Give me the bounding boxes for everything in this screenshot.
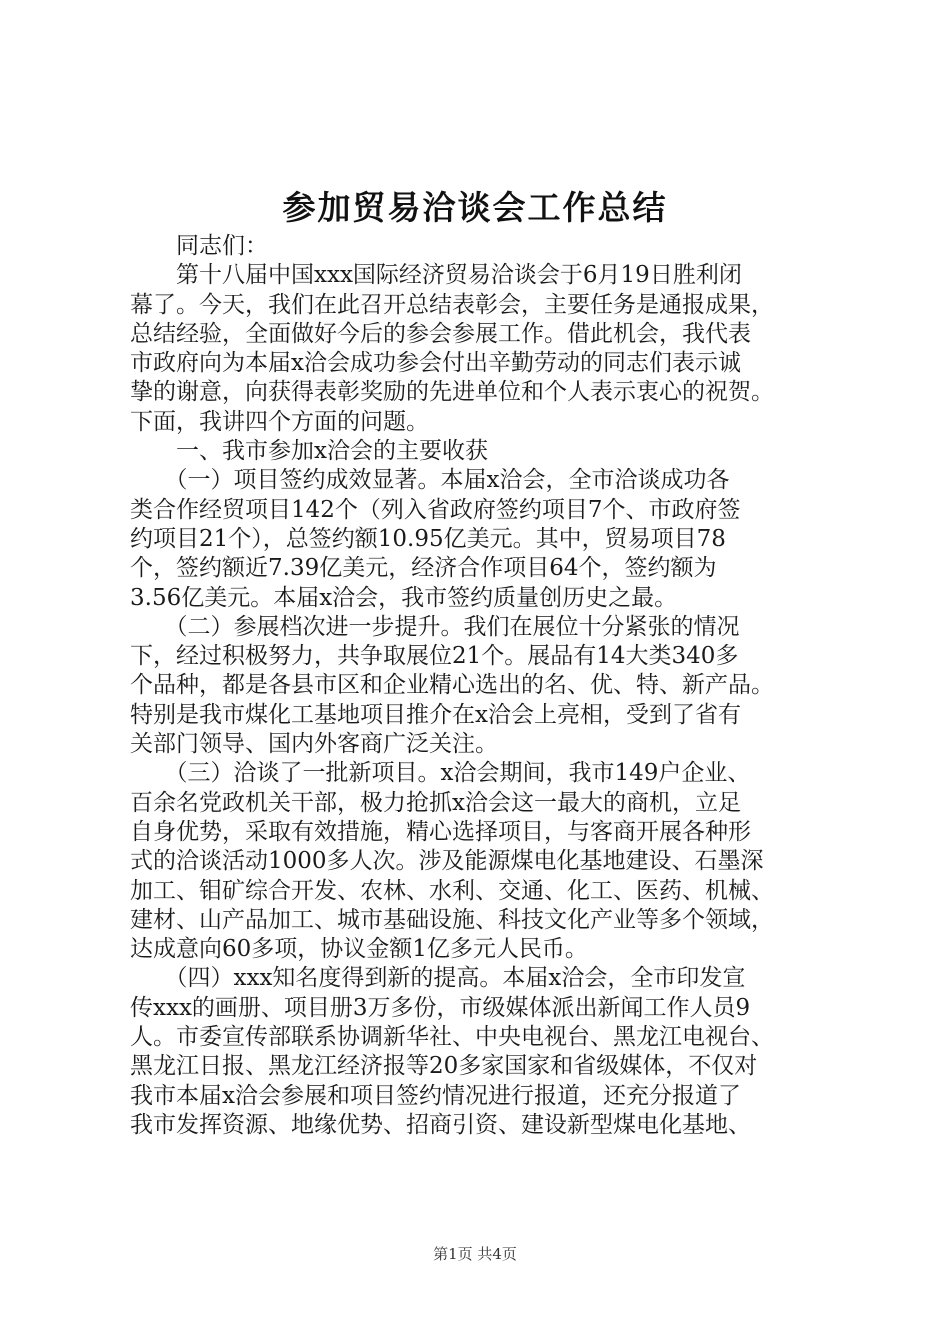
text-line: 百余名党政机关干部，极力抢抓x洽会这一最大的商机，立足	[130, 789, 741, 816]
text-line: 加工、钼矿综合开发、农林、水利、交通、化工、医药、机械、	[130, 877, 774, 904]
text-line: 个，签约额近7.39亿美元，经济合作项目64个，签约额为	[130, 555, 717, 582]
text-line: 建材、山产品加工、城市基础设施、科技文化产业等多个领域，	[130, 906, 774, 933]
page-title: 参加贸易洽谈会工作总结	[282, 188, 668, 227]
text-line: 第十八届中国xxx国际经济贸易洽谈会于6月19日胜利闭	[130, 262, 742, 289]
text-line: （三）洽谈了一批新项目。x洽会期间，我市149户企业、	[130, 760, 751, 787]
text-line: 个品种，都是各县市区和企业精心选出的名、优、特、新产品。	[130, 672, 774, 699]
document-body	[130, 232, 830, 1140]
text-line: 幕了。今天，我们在此召开总结表彰会，主要任务是通报成果，	[130, 291, 774, 318]
text-line: 人。市委宣传部联系协调新华社、中央电视台、黑龙江电视台、	[130, 1024, 774, 1051]
text-line: 我市发挥资源、地缘优势、招商引资、建设新型煤电化基地、	[130, 1111, 751, 1138]
text-line: （四）xxx知名度得到新的提高。本届x洽会，全市印发宣	[130, 965, 746, 992]
text-line: 下面，我讲四个方面的问题。	[130, 408, 429, 435]
text-line: 一、我市参加x洽会的主要收获	[130, 438, 488, 465]
text-line: 市政府向为本届x洽会成功参会付出辛勤劳动的同志们表示诚	[130, 350, 741, 377]
text-line: 自身优势，采取有效措施，精心选择项目，与客商开展各种形	[130, 818, 751, 845]
text-line: 总结经验，全面做好今后的参会参展工作。借此机会，我代表	[130, 320, 751, 347]
text-line: （一）项目签约成效显著。本届x洽会，全市洽谈成功各	[130, 467, 730, 494]
text-line: 挚的谢意，向获得表彰奖励的先进单位和个人表示衷心的祝贺。	[130, 379, 774, 406]
text-line: 黑龙江日报、黑龙江经济报等20多家国家和省级媒体，不仅对	[130, 1053, 758, 1080]
text-line: 我市本届x洽会参展和项目签约情况进行报道，还充分报道了	[130, 1082, 741, 1109]
text-line: 特别是我市煤化工基地项目推介在x洽会上亮相，受到了省有	[130, 701, 741, 728]
text-line: 3.56亿美元。本届x洽会，我市签约质量创历史之最。	[130, 584, 678, 611]
text-line: 约项目21个），总签约额10.95亿美元。其中，贸易项目78	[130, 525, 726, 552]
text-line: 达成意向60多项，协议金额1亿多元人民币。	[130, 936, 588, 963]
text-line: （二）参展档次进一步提升。我们在展位十分紧张的情况	[130, 613, 740, 640]
text-line: 关部门领导、国内外客商广泛关注。	[130, 731, 498, 758]
text-line: 下，经过积极努力，共争取展位21个。展品有14大类340多	[130, 643, 739, 670]
text-line: 式的洽谈活动1000多人次。涉及能源煤电化基地建设、石墨深	[130, 848, 764, 875]
text-line: 同志们：	[130, 233, 268, 259]
text-line: 传xxx的画册、项目册3万多份，市级媒体派出新闻工作人员9	[130, 994, 751, 1021]
page-footer: 第1页 共4页	[433, 1245, 517, 1263]
text-line: 类合作经贸项目142个（列入省政府签约项目7个、市政府签	[130, 496, 741, 523]
